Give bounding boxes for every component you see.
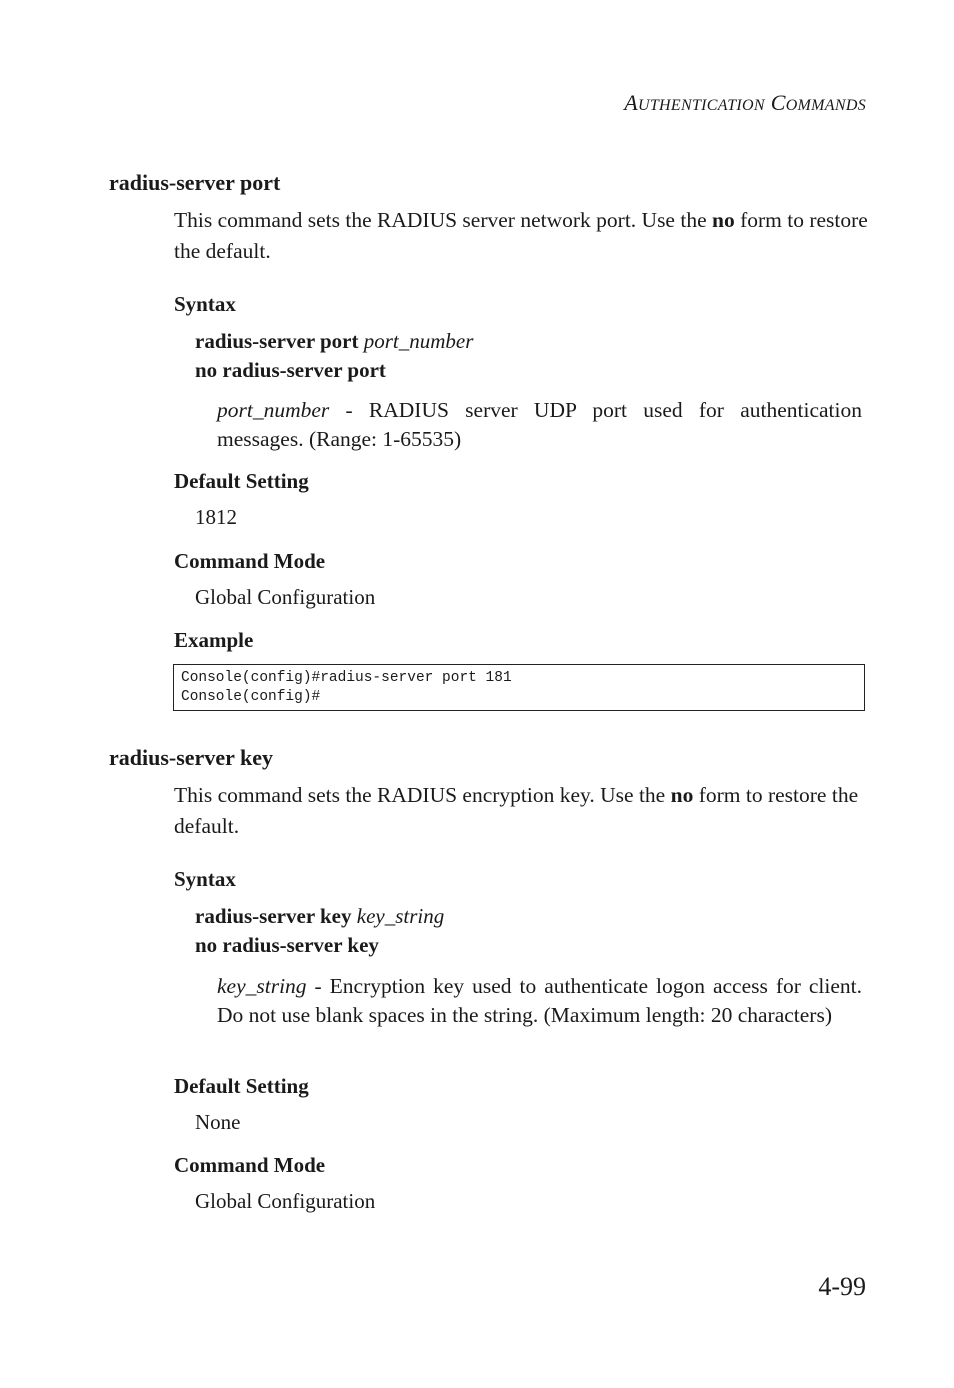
example-code-block xyxy=(173,664,865,711)
section-title-port: radius-server port xyxy=(109,170,281,195)
syntax-no-line-port: no radius-server port xyxy=(195,358,386,382)
parameter-description-port: port_number - RADIUS server UDP port used for authentication messages. (Range: 1-65535) xyxy=(217,398,862,451)
syntax-no-line-key: no radius-server key xyxy=(195,933,379,957)
default-value-port: 1812 xyxy=(195,505,237,529)
syntax-heading-key: Syntax xyxy=(174,867,236,891)
mode-heading-port: Command Mode xyxy=(174,549,326,573)
example-heading-port: Example xyxy=(174,628,254,652)
default-heading-port: Default Setting xyxy=(174,469,309,493)
code-line: Console(config)#radius-server port 181 xyxy=(181,670,512,686)
running-head: AUTHENTICATION COMMANDS xyxy=(624,90,866,115)
description-key: This command sets the RADIUS encryption key. Use the no form to restore the default. xyxy=(174,783,859,838)
page-number: 4-99 xyxy=(818,1272,866,1301)
code-line: Console(config)# xyxy=(181,689,321,705)
description-port: This command sets the RADIUS server network port. Use the no form to restore the default. xyxy=(174,208,868,263)
syntax-line-port: radius-server port port_number xyxy=(195,329,474,353)
syntax-heading-port: Syntax xyxy=(174,292,236,316)
default-heading-key: Default Setting xyxy=(174,1074,309,1098)
syntax-line-key: radius-server key key_string xyxy=(195,904,445,928)
mode-value-key: Global Configuration xyxy=(195,1189,376,1213)
mode-value-port: Global Configuration xyxy=(195,585,376,609)
default-value-key: None xyxy=(195,1110,241,1134)
section-title-key: radius-server key xyxy=(109,745,273,770)
parameter-description-key: key_string - Encryption key used to authenticate logon access for client. Do not use blank spaces in the string. (Maximum length: 20 characters) xyxy=(217,974,862,1027)
mode-heading-key: Command Mode xyxy=(174,1153,326,1177)
